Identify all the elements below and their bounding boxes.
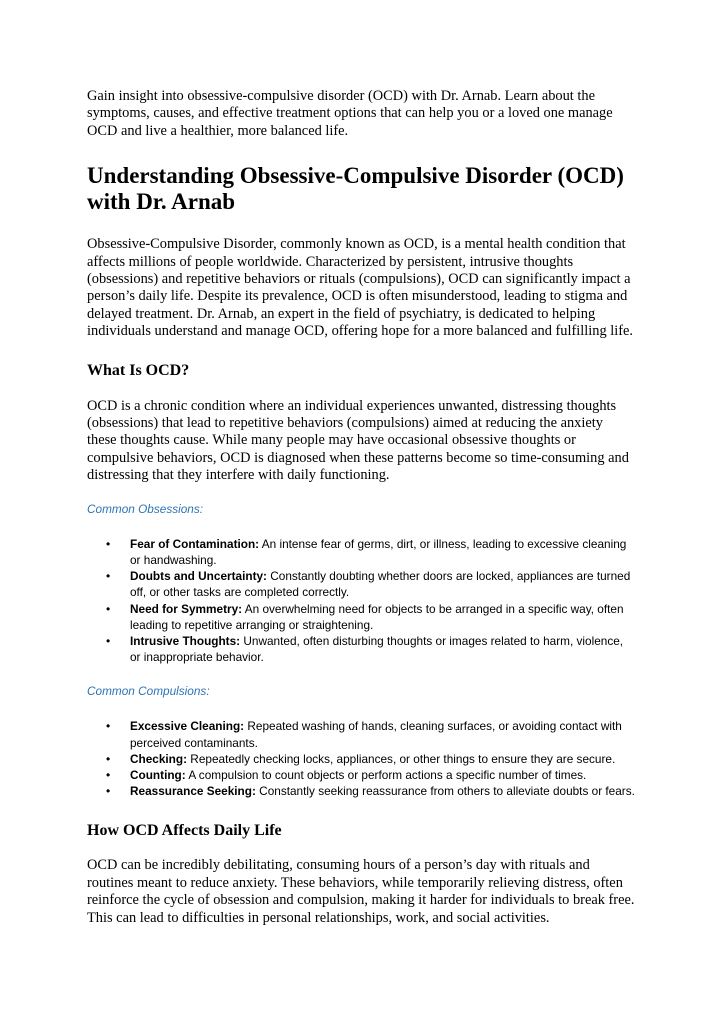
- list-item-desc: Repeatedly checking locks, appliances, or other things to ensure they are secure.: [187, 751, 616, 766]
- list-item-term: Counting:: [130, 767, 186, 782]
- what-is-ocd-heading: What Is OCD?: [87, 361, 190, 379]
- list-item-desc: Constantly doubting whether doors are locked, appliances are turned off, or other tasks are completed correctly.: [130, 569, 631, 600]
- list-item-desc: An overwhelming need for objects to be arranged in a specific way, often leading to repetitive arranging or straightening.: [130, 601, 624, 632]
- compulsions-list: [87, 718, 635, 799]
- bullet-icon: •: [106, 719, 111, 734]
- bullet-icon: •: [106, 569, 111, 584]
- compulsions-heading: Common Compulsions:: [87, 684, 210, 699]
- document-body: [87, 88, 635, 927]
- list-item: [106, 718, 635, 750]
- list-item: [106, 536, 635, 568]
- intro-paragraph: Gain insight into obsessive-compulsive disorder (OCD) with Dr. Arnab. Learn about the symptoms, causes, and effective treatment options that can help you or a loved one manage OCD and live a healthier, more balanced life.: [87, 88, 613, 139]
- list-item-desc: Unwanted, often disturbing thoughts or images related to harm, violence, or inappropriate behavior.: [130, 633, 624, 665]
- list-item-desc: Repeated washing of hands, cleaning surfaces, or avoiding contact with perceived contaminants.: [130, 719, 622, 750]
- bullet-icon: •: [106, 767, 111, 782]
- bullet-icon: •: [106, 784, 111, 799]
- list-item-desc: An intense fear of germs, dirt, or illness, leading to excessive cleaning or handwashing.: [130, 536, 627, 567]
- overview-paragraph: Obsessive-Compulsive Disorder, commonly known as OCD, is a mental health condition that affects millions of people worldwide. Characterized by persistent, intrusive thoughts (obsessions) and repetitive behaviors or rituals (compulsions), OCD can significantly impact a person’s daily life. Despite its prevalence, OCD is often misunderstood, leading to stigma and delayed treatment. Dr. Arnab, an expert in the field of psychiatry, is dedicated to helping individuals understand and manage OCD, offering hope for a more balanced and fulfilling life.: [87, 236, 634, 340]
- list-item: [106, 568, 635, 600]
- list-item-term: Reassurance Seeking:: [130, 784, 256, 799]
- list-item-term: Checking:: [130, 751, 188, 766]
- list-item-term: Fear of Contamination:: [130, 536, 260, 551]
- list-item: [106, 767, 635, 783]
- list-item-term: Excessive Cleaning:: [130, 719, 245, 734]
- list-item-term: Intrusive Thoughts:: [130, 633, 241, 648]
- list-item: [106, 751, 635, 767]
- list-item: [106, 783, 635, 799]
- daily-life-paragraph: OCD can be incredibly debilitating, consuming hours of a person’s day with rituals and routines meant to reduce anxiety. These behaviors, while temporarily relieving distress, often reinforce the cycle of obsession and compulsion, making it harder for individuals to break free. This can lead to difficulties in personal relationships, work, and social activities.: [87, 857, 635, 926]
- bullet-icon: •: [106, 536, 111, 551]
- obsessions-heading: Common Obsessions:: [87, 501, 204, 516]
- list-item: [106, 601, 635, 633]
- bullet-icon: •: [106, 633, 111, 648]
- bullet-icon: •: [106, 601, 111, 616]
- obsessions-list: [87, 536, 635, 666]
- list-item-term: Doubts and Uncertainty:: [130, 569, 267, 584]
- list-item-term: Need for Symmetry:: [130, 601, 243, 616]
- page-title: Understanding Obsessive-Compulsive Disorder (OCD) with Dr. Arnab: [87, 163, 624, 215]
- list-item: [106, 633, 635, 665]
- what-is-ocd-paragraph: OCD is a chronic condition where an individual experiences unwanted, distressing thoughts (obsessions) that lead to repetitive behaviors (compulsions) aimed at reducing the anxiety these thoughts cause. While many people may have occasional obsessive thoughts or compulsive behaviors, OCD is diagnosed when these patterns become so time-consuming and distressing that they interfere with daily functioning.: [87, 397, 629, 484]
- daily-life-heading: How OCD Affects Daily Life: [87, 822, 282, 840]
- bullet-icon: •: [106, 751, 111, 766]
- list-item-desc: A compulsion to count objects or perform actions a specific number of times.: [185, 767, 587, 782]
- list-item-desc: Constantly seeking reassurance from others to alleviate doubts or fears.: [255, 784, 635, 799]
